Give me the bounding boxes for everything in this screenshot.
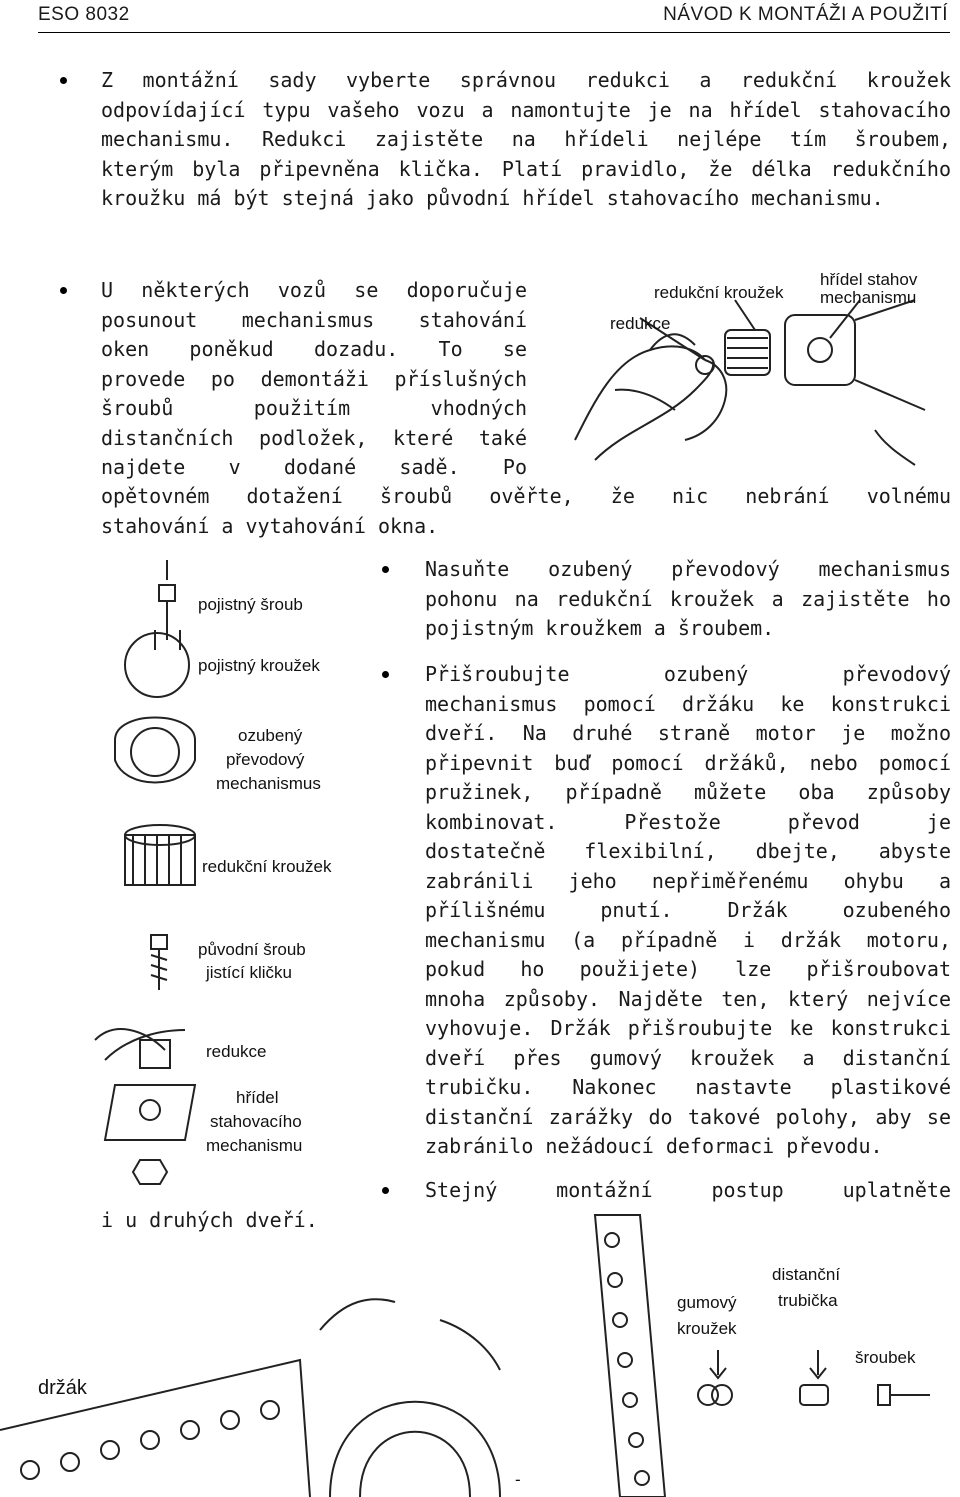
- text-line: oken poněkud dozadu. To se: [101, 337, 527, 361]
- text-line: posunout mechanismus stahování: [101, 307, 527, 332]
- text-line: provede po demontáži příslušných: [101, 366, 527, 391]
- text-line: kterým byla připevněna klička. Platí pravidlo, že délka redukčního: [101, 156, 951, 181]
- label-shaft-3: mechanismu: [206, 1136, 303, 1155]
- header-rule: [38, 32, 950, 33]
- text-line: dveří. Na druhé straně motor je možno: [425, 721, 951, 745]
- label-gear-1: ozubený: [238, 726, 303, 745]
- label-lock-ring: pojistný kroužek: [198, 656, 320, 675]
- text-line: distanční zarážky do takové polohy, aby se: [425, 1104, 951, 1129]
- label-original-screw-2: jistící kličku: [206, 963, 292, 982]
- label-spacer-2: trubička: [778, 1291, 838, 1310]
- text-line: šroubů použitím vhodných: [101, 396, 527, 420]
- text-line: distančních podložek, které také: [101, 425, 527, 450]
- text-line: kombinovat. Přestože převod je: [425, 809, 951, 834]
- text-line: opětovném dotažení šroubů ověřte, že nic nebrání volnému: [101, 484, 951, 508]
- text-line: dostatečně flexibilní, dbejte, abyste: [425, 839, 951, 863]
- figure-exploded-assembly: [85, 560, 205, 1200]
- label-rubber-1: gumový: [677, 1293, 737, 1312]
- text-line: stahování a vytahování okna.: [101, 513, 439, 538]
- text-line: pružinek, případně můžete oba způsoby: [425, 780, 951, 804]
- label-shaft-2: stahovacího: [210, 1112, 302, 1131]
- label-reducer: redukce: [610, 314, 671, 333]
- bullet: [382, 671, 389, 678]
- text-line: mnoha způsoby. Najděte ten, který nejvíce: [425, 986, 951, 1011]
- text-line: trubičku. Nakonec nastavte plastikové: [425, 1075, 951, 1099]
- text-line: kroužku má být stejná jako původní hřídel stahovacího mechanismu.: [101, 186, 884, 210]
- paragraph-5: [425, 1176, 951, 1206]
- text-line: Přišroubujte ozubený převodový: [425, 662, 951, 686]
- text-line: pohonu na redukční kroužek a zajistěte ho: [425, 586, 951, 611]
- text-line: mechanismu. Redukci zajistěte na hřídeli nejlépe tím šroubem,: [101, 127, 951, 151]
- label-shaft-1: hřídel: [236, 1088, 279, 1107]
- text-line: pokud ho použijete) lze přišroubovat: [425, 957, 951, 981]
- text-line: U některých vozů se doporučuje: [101, 278, 527, 302]
- text-line: vyhovuje. Držák přišroubujte ke konstrukci: [425, 1016, 951, 1040]
- bullet: [60, 77, 67, 84]
- text-line: pojistným kroužkem a šroubem.: [425, 616, 775, 640]
- header-right: NÁVOD K MONTÁŽI A POUŽITÍ: [663, 4, 948, 25]
- text-line: Nasuňte ozubený převodový mechanismus: [425, 557, 951, 581]
- text-line: přílišnému pnutí. Držák ozubeného: [425, 898, 951, 922]
- label-original-screw-1: původní šroub: [198, 940, 306, 959]
- label-screw-small: šroubek: [855, 1348, 916, 1367]
- label-reducer-2: redukce: [206, 1042, 267, 1061]
- label-rubber-2: kroužek: [677, 1319, 737, 1338]
- bullet: [382, 566, 389, 573]
- label-gear-2: převodový: [226, 750, 305, 769]
- text-line: i u druhých dveří.: [101, 1208, 318, 1232]
- paragraph-2-wide: [101, 482, 951, 541]
- text-line: mechanismu (a případně i držák motoru,: [425, 927, 951, 952]
- label-reduction-ring-2: redukční kroužek: [202, 857, 332, 876]
- header-left: ESO 8032: [38, 4, 130, 25]
- text-line: mechanismus pomocí držáku ke konstrukci: [425, 691, 951, 716]
- label-holder: držák: [38, 1377, 87, 1399]
- label-reduction-ring: redukční kroužek: [654, 283, 784, 302]
- paragraph-2-narrow: [101, 276, 527, 483]
- footer-mark: -: [515, 1470, 521, 1489]
- bullet: [60, 287, 67, 294]
- text-line: Stejný montážní postup uplatněte: [425, 1178, 951, 1202]
- paragraph-4: [425, 660, 951, 1162]
- text-line: zabránilo nežádoucí deformaci převodu.: [425, 1134, 883, 1158]
- text-line: zabránili jeho nepřiměřenému ohybu a: [425, 868, 951, 893]
- label-mechanism: mechanismu: [820, 288, 917, 307]
- label-spacer-1: distanční: [772, 1265, 841, 1284]
- label-gear-3: mechanismus: [216, 774, 321, 793]
- bullet: [382, 1187, 389, 1194]
- text-line: Z montážní sady vyberte správnou redukci a redukční kroužek: [101, 68, 951, 92]
- label-shaft: hřídel stahov: [820, 270, 918, 289]
- text-line: připevnit buď pomocí držáků, nebo pomocí: [425, 750, 951, 775]
- label-lock-screw: pojistný šroub: [198, 595, 303, 614]
- figure-holders: [0, 1210, 960, 1497]
- paragraph-3: [425, 555, 951, 644]
- text-line: najdete v dodané sadě. Po: [101, 455, 527, 479]
- paragraph-1: [101, 66, 951, 214]
- text-line: dveří přes gumový kroužek a distanční: [425, 1045, 951, 1070]
- text-line: odpovídající typu vašeho vozu a namontujte je na hřídel stahovacího: [101, 97, 951, 122]
